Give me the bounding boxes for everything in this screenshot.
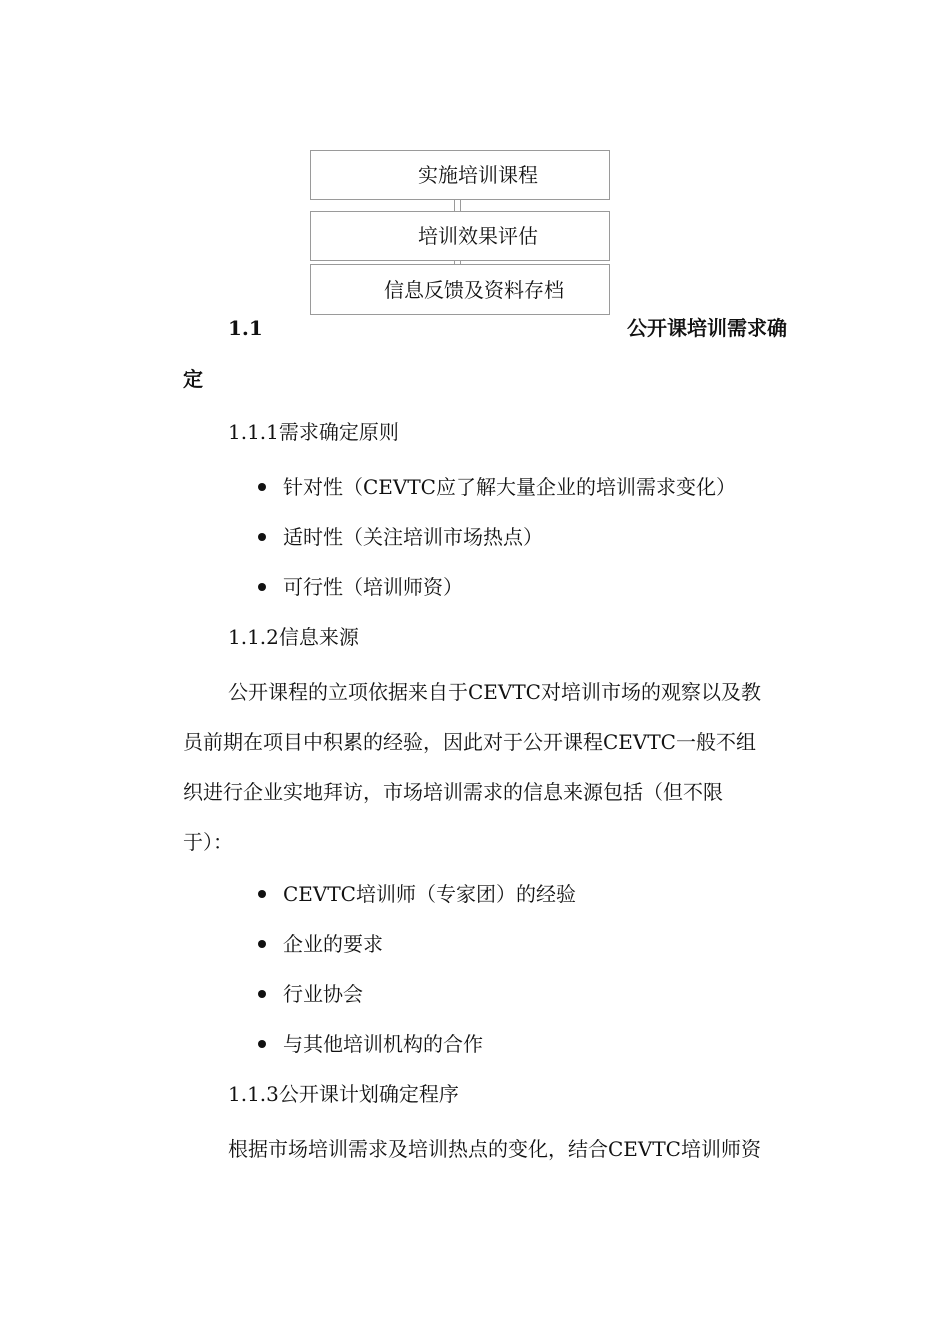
section-title-continued: 定: [183, 367, 203, 391]
list-item: 与其他培训机构的合作: [283, 1032, 483, 1056]
list-item: 针对性（CEVTC应了解大量企业的培训需求变化）: [283, 475, 736, 499]
list-item: 企业的要求: [283, 932, 383, 956]
flowchart-step-label: 培训效果评估: [418, 224, 538, 248]
bullet-icon: [258, 940, 266, 948]
bullet-icon: [258, 890, 266, 898]
list-item: 可行性（培训师资）: [283, 575, 463, 599]
subsection-heading-plan-procedure: 1.1.3公开课计划确定程序: [228, 1082, 459, 1106]
bullet-icon: [258, 533, 266, 541]
section-number: 1.1: [228, 316, 263, 340]
bullet-icon: [258, 583, 266, 591]
flowchart-step-evaluate: [310, 211, 610, 261]
flowchart-step-feedback-archive: [310, 264, 610, 315]
subsection-heading-principles: 1.1.1需求确定原则: [228, 420, 399, 444]
flowchart-step-label: 信息反馈及资料存档: [384, 277, 564, 302]
paragraph-line: 员前期在项目中积累的经验，因此对于公开课程CEVTC一般不组: [183, 730, 756, 754]
paragraph-line: 公开课程的立项依据来自于CEVTC对培训市场的观察以及教: [228, 680, 761, 704]
subsection-heading-sources: 1.1.2信息来源: [228, 625, 359, 649]
list-item: 行业协会: [283, 982, 363, 1006]
list-item: 适时性（关注培训市场热点）: [283, 525, 543, 549]
list-item: CEVTC培训师（专家团）的经验: [283, 882, 576, 906]
paragraph-line: 织进行企业实地拜访，市场培训需求的信息来源包括（但不限: [183, 780, 723, 804]
flowchart-step-implement: [310, 150, 610, 200]
bullet-icon: [258, 990, 266, 998]
paragraph-line: 根据市场培训需求及培训热点的变化，结合CEVTC培训师资: [228, 1137, 761, 1161]
bullet-icon: [258, 1040, 266, 1048]
flowchart-step-label: 实施培训课程: [418, 163, 538, 187]
paragraph-line: 于）：: [183, 830, 233, 854]
section-title: 公开课培训需求确: [627, 316, 787, 340]
bullet-icon: [258, 483, 266, 491]
